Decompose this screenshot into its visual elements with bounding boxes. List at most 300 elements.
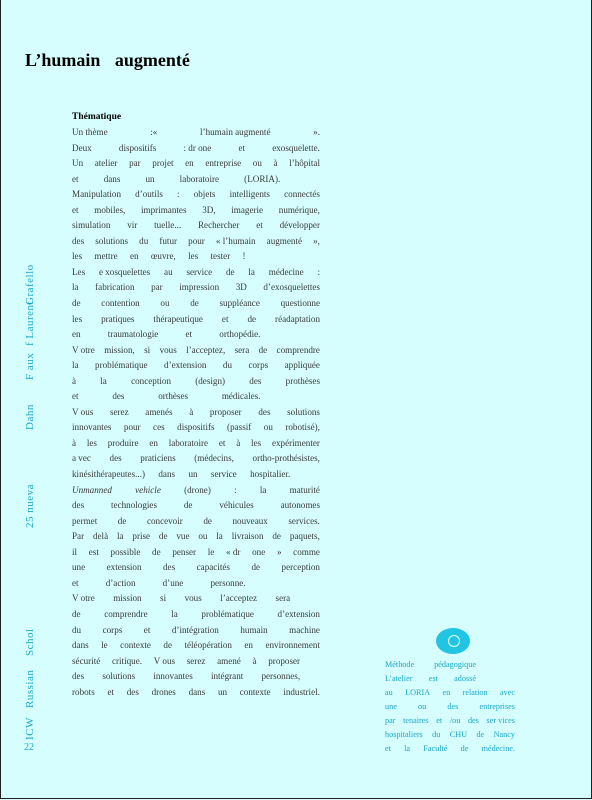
word: au <box>385 688 393 697</box>
word: Faculté <box>423 744 448 753</box>
word: laboratoire <box>168 437 209 448</box>
word: technologies <box>111 500 157 511</box>
word: Rechercher <box>197 220 240 231</box>
word: corps <box>248 360 269 371</box>
word: et <box>72 173 79 184</box>
word: service <box>186 266 213 277</box>
word: innovantes <box>72 422 112 433</box>
word: la <box>72 360 79 371</box>
word: la <box>100 375 107 386</box>
word: drones <box>151 686 176 697</box>
word: expérimenter <box>271 437 320 448</box>
word: vehicle <box>135 484 161 495</box>
text-line <box>72 607 320 623</box>
word: Unmanned <box>72 484 112 495</box>
word: d’outils <box>135 189 163 200</box>
word: V otre <box>72 344 95 355</box>
word: et <box>72 391 79 402</box>
word: (LORIA). <box>244 173 281 184</box>
word: ser vices <box>486 716 515 725</box>
word: de <box>203 515 212 526</box>
method-section <box>385 658 515 756</box>
word: (médecins, <box>194 453 234 464</box>
word: dans <box>188 686 206 697</box>
word: et <box>72 204 79 215</box>
text-line <box>385 700 515 714</box>
word: prise <box>132 531 151 542</box>
word: 3D <box>235 282 247 293</box>
text-line <box>72 420 320 436</box>
word: corps <box>102 624 123 635</box>
word: des <box>447 702 459 711</box>
word: proposer <box>209 406 242 417</box>
word: médicales. <box>221 391 261 402</box>
word: a vec <box>72 453 91 464</box>
word: d’extension <box>164 360 207 371</box>
word: exosquelette. <box>272 142 320 153</box>
word: de <box>152 546 161 557</box>
word: si <box>160 593 167 604</box>
word: one <box>252 546 266 557</box>
word: intelligents <box>229 189 270 200</box>
word: Deux <box>72 142 92 153</box>
word: (passif <box>227 422 252 433</box>
word: en <box>244 640 253 651</box>
word: ou <box>418 702 427 711</box>
word: simulation <box>72 220 111 231</box>
text-line <box>72 172 280 188</box>
text-line <box>72 249 246 265</box>
word: critique. <box>111 655 143 666</box>
word: d’extension <box>277 608 320 619</box>
word: intégrant <box>210 671 244 682</box>
text-line <box>385 672 476 686</box>
word: vir <box>127 220 138 231</box>
word: un <box>188 469 198 480</box>
page-title: L’humain augmenté <box>25 50 190 71</box>
word: connectés <box>284 189 320 200</box>
word: et <box>385 744 391 753</box>
word: est <box>428 674 438 683</box>
sidebar-item: Grafello <box>24 264 36 305</box>
word: Un thème <box>72 127 108 137</box>
text-line <box>72 125 320 141</box>
word: de <box>72 298 81 309</box>
word: de <box>476 730 485 739</box>
word: des <box>112 391 125 402</box>
sidebar-item: f Laurent <box>24 300 36 346</box>
word: environnement <box>265 640 320 651</box>
word: » <box>276 546 282 557</box>
word: ces <box>153 422 165 433</box>
text-line <box>72 638 320 654</box>
word: permet <box>72 515 98 526</box>
word: au <box>164 266 173 277</box>
word: », <box>313 235 320 246</box>
word: du <box>222 360 232 371</box>
text-line <box>72 654 300 670</box>
word: dispositifs <box>118 142 157 153</box>
word: V ous <box>72 406 94 417</box>
text-line <box>72 669 300 685</box>
word: de <box>251 562 261 573</box>
word: V ous <box>153 655 176 666</box>
word: des <box>163 562 176 573</box>
method-badge-icon <box>436 628 470 654</box>
word: en <box>149 437 158 448</box>
word: médecine <box>268 266 304 277</box>
sidebar-item: 25 nueva <box>24 483 36 528</box>
word: l’hôpital <box>289 158 320 169</box>
word: futur <box>159 235 178 246</box>
word: praticiens <box>140 453 176 464</box>
sidebar-item: F aux <box>24 352 36 380</box>
word: services. <box>288 515 320 526</box>
word: par <box>385 716 396 725</box>
word: des <box>249 375 262 386</box>
word: de <box>190 298 199 309</box>
word: dans <box>158 469 176 480</box>
word: paquets, <box>289 531 320 542</box>
text-line <box>72 327 260 343</box>
word: en <box>185 158 194 169</box>
word: contexte <box>239 686 271 697</box>
text-line <box>72 343 320 359</box>
word: vous <box>159 344 177 355</box>
word: possible <box>110 546 141 557</box>
word: : <box>177 189 180 200</box>
word: des <box>72 500 85 511</box>
word: véhicules <box>219 500 254 511</box>
word: si <box>144 344 151 355</box>
word: pédagogique <box>434 660 476 669</box>
word: : <box>234 484 237 495</box>
word: tuelle... <box>154 220 182 231</box>
word: V otre <box>72 593 95 604</box>
word: par <box>151 282 163 293</box>
sidebar-item: Dahn <box>24 404 36 430</box>
word: proposer <box>268 655 301 666</box>
word: humain <box>240 624 268 635</box>
word: les <box>251 437 262 448</box>
text-line <box>72 141 320 157</box>
word: problématique <box>95 360 148 371</box>
word: orthèses <box>158 391 189 402</box>
word: ou <box>263 422 273 433</box>
word: et <box>107 686 115 697</box>
word: hospitalier. <box>250 469 291 480</box>
text-line <box>72 451 320 467</box>
text-line <box>72 280 320 296</box>
word: l’humain augmenté <box>200 127 271 137</box>
word: tenaires <box>403 716 429 725</box>
word: du <box>72 624 82 635</box>
word: des <box>467 716 479 725</box>
word: objets <box>193 189 216 200</box>
word: d’exosquelettes <box>263 282 320 293</box>
word: développer <box>279 220 320 231</box>
text-line <box>72 405 320 421</box>
word: de <box>117 515 127 526</box>
word: personnes, <box>261 671 301 682</box>
word: concevoir <box>146 515 183 526</box>
word: en <box>129 251 139 262</box>
word: Un <box>72 158 84 169</box>
word: de <box>72 608 81 619</box>
text-line <box>72 685 320 701</box>
word: ou <box>252 158 262 169</box>
word: produire <box>107 437 139 448</box>
word: les <box>86 437 97 448</box>
text-line <box>385 742 515 756</box>
word: comprendre <box>104 608 148 619</box>
word: et <box>238 142 246 153</box>
word: de <box>247 313 257 324</box>
text-line <box>385 658 476 672</box>
word: avec <box>500 688 515 697</box>
word: nouveaux <box>232 515 268 526</box>
text-line <box>72 156 320 172</box>
word: et <box>72 577 79 588</box>
word: dans <box>103 173 121 184</box>
sidebar-vertical-text <box>10 264 50 740</box>
word: à <box>252 655 257 666</box>
word: sécurité <box>72 655 101 666</box>
word: de <box>183 500 193 511</box>
word: autonomes <box>280 500 320 511</box>
text-line <box>72 498 320 514</box>
word: CHU <box>449 730 468 739</box>
word: à <box>72 375 77 386</box>
word: solutions <box>287 406 320 417</box>
word: atelier <box>94 158 118 169</box>
section-body <box>72 125 320 700</box>
text-line <box>72 591 290 607</box>
word: orthopédie. <box>219 329 261 340</box>
text-line <box>385 728 515 742</box>
word: la <box>259 484 267 495</box>
word: et <box>218 437 226 448</box>
word: œuvre, <box>150 251 176 262</box>
word: adossé <box>454 674 476 683</box>
word: et <box>256 220 263 231</box>
word: est <box>88 546 99 557</box>
word: de <box>226 266 235 277</box>
word: machine <box>289 624 320 635</box>
word: « l’humain <box>215 235 256 246</box>
word: appliquée <box>284 360 320 371</box>
word: en <box>442 688 451 697</box>
word: entreprises <box>479 702 515 711</box>
word: innovantes <box>153 671 193 682</box>
word: capacités <box>196 562 230 573</box>
word: hospitaliers <box>385 730 423 739</box>
word: téléopération <box>184 640 232 651</box>
word: une <box>385 702 397 711</box>
text-line <box>72 529 320 545</box>
text-line <box>72 265 320 281</box>
word: amenés <box>145 406 173 417</box>
word: contexte <box>120 640 151 651</box>
word: ! <box>242 251 246 262</box>
word: imprimantes <box>141 204 187 215</box>
word: de <box>163 640 173 651</box>
word: d’action <box>105 577 136 588</box>
word: ou <box>198 531 208 542</box>
sidebar-item: Russian <box>24 669 36 708</box>
word: :« <box>150 127 158 137</box>
text-line <box>72 560 320 576</box>
word: extension <box>106 562 142 573</box>
word: L’atelier <box>385 674 413 683</box>
text-line <box>72 312 320 328</box>
word: à <box>236 437 241 448</box>
word: la <box>171 608 178 619</box>
sidebar-item: Schol <box>24 628 36 656</box>
word: service <box>210 469 237 480</box>
word: des <box>72 235 85 246</box>
word: pour <box>123 422 141 433</box>
word: 3D, <box>202 204 216 215</box>
thematique-section <box>72 110 320 700</box>
word: fabrication <box>95 282 135 293</box>
word: l’acceptez, <box>186 344 226 355</box>
word: Les <box>72 266 86 277</box>
word: la <box>404 744 411 753</box>
word: en <box>72 329 81 340</box>
word: serez <box>186 655 206 666</box>
word: ortho-prothésistes, <box>252 453 320 464</box>
word: et <box>143 624 151 635</box>
text-line <box>72 389 260 405</box>
word: des <box>126 686 139 697</box>
word: conception <box>131 375 171 386</box>
word: maturité <box>289 484 320 495</box>
text-line <box>72 467 290 483</box>
word: à <box>273 158 278 169</box>
word: livraison <box>231 531 264 542</box>
word: dispositifs <box>177 422 215 433</box>
word: laboratoire <box>179 173 220 184</box>
word: robotisé), <box>285 422 320 433</box>
word: perception <box>281 562 320 573</box>
word: la <box>116 531 124 542</box>
word: ou <box>160 298 170 309</box>
word: thérapeutique <box>153 313 203 324</box>
word: de <box>272 531 281 542</box>
word: Par <box>72 531 85 542</box>
word: numérique, <box>278 204 320 215</box>
word: : <box>317 266 320 277</box>
word: une <box>72 562 86 573</box>
word: du <box>432 730 441 739</box>
word: le <box>101 640 108 651</box>
word: prothèses <box>285 375 320 386</box>
word: un <box>145 173 155 184</box>
word: industriel. <box>283 686 320 697</box>
word: Nancy <box>493 730 515 739</box>
text-line <box>72 514 320 530</box>
word: mettre <box>94 251 118 262</box>
word: ». <box>313 127 320 137</box>
word: personne. <box>210 577 246 588</box>
word: médecine. <box>481 744 515 753</box>
text-line <box>72 374 320 390</box>
method-body <box>385 658 515 756</box>
word: mission, <box>104 344 135 355</box>
word: entreprise <box>205 158 242 169</box>
word: relation <box>462 688 488 697</box>
word: l’acceptez <box>220 593 258 604</box>
word: solutions <box>102 671 136 682</box>
text-line <box>385 714 515 728</box>
text-line <box>72 187 320 203</box>
word: amené <box>217 655 241 666</box>
text-line <box>72 436 320 452</box>
word: la <box>248 266 255 277</box>
word: kinésithérapeutes...) <box>72 469 145 480</box>
text-line <box>72 623 320 639</box>
word: il <box>72 546 78 557</box>
page-number: 22 <box>24 742 34 753</box>
text-line <box>72 483 320 499</box>
word: par <box>129 158 141 169</box>
word: le <box>207 546 215 557</box>
word: réadaptation <box>275 313 320 324</box>
word: contention <box>101 298 140 309</box>
word: Méthode <box>385 660 415 669</box>
word: LORIA <box>405 688 431 697</box>
word: et <box>221 313 229 324</box>
word: impression <box>179 282 220 293</box>
word: d’une <box>162 577 184 588</box>
word: imagerie <box>231 204 264 215</box>
word: de <box>258 344 268 355</box>
word: pratiques <box>101 313 135 324</box>
text-line <box>72 296 320 312</box>
word: du <box>139 235 149 246</box>
text-line <box>72 545 320 561</box>
word: et <box>185 329 193 340</box>
word: problématique <box>201 608 254 619</box>
word: solutions <box>95 235 129 246</box>
word: Manipulation <box>72 189 121 200</box>
word: mobiles, <box>94 204 126 215</box>
word: de <box>460 744 469 753</box>
section-heading: Thématique <box>72 112 122 122</box>
word: sera <box>275 593 291 604</box>
text-line <box>72 576 246 592</box>
word: penser <box>172 546 197 557</box>
word: les <box>72 313 83 324</box>
word: comme <box>293 546 320 557</box>
word: traumatologie <box>107 329 159 340</box>
word: robots <box>72 686 95 697</box>
word: comprendre <box>276 344 320 355</box>
word: à <box>189 406 194 417</box>
text-line <box>72 234 320 250</box>
word: dans <box>72 640 89 651</box>
word: d’intégration <box>171 624 219 635</box>
text-line <box>72 203 320 219</box>
word: des <box>109 453 122 464</box>
word: mission <box>113 593 142 604</box>
word: pour <box>188 235 205 246</box>
word: les <box>72 251 83 262</box>
word: des <box>258 406 271 417</box>
word: serez <box>109 406 129 417</box>
word: « dr <box>226 546 241 557</box>
